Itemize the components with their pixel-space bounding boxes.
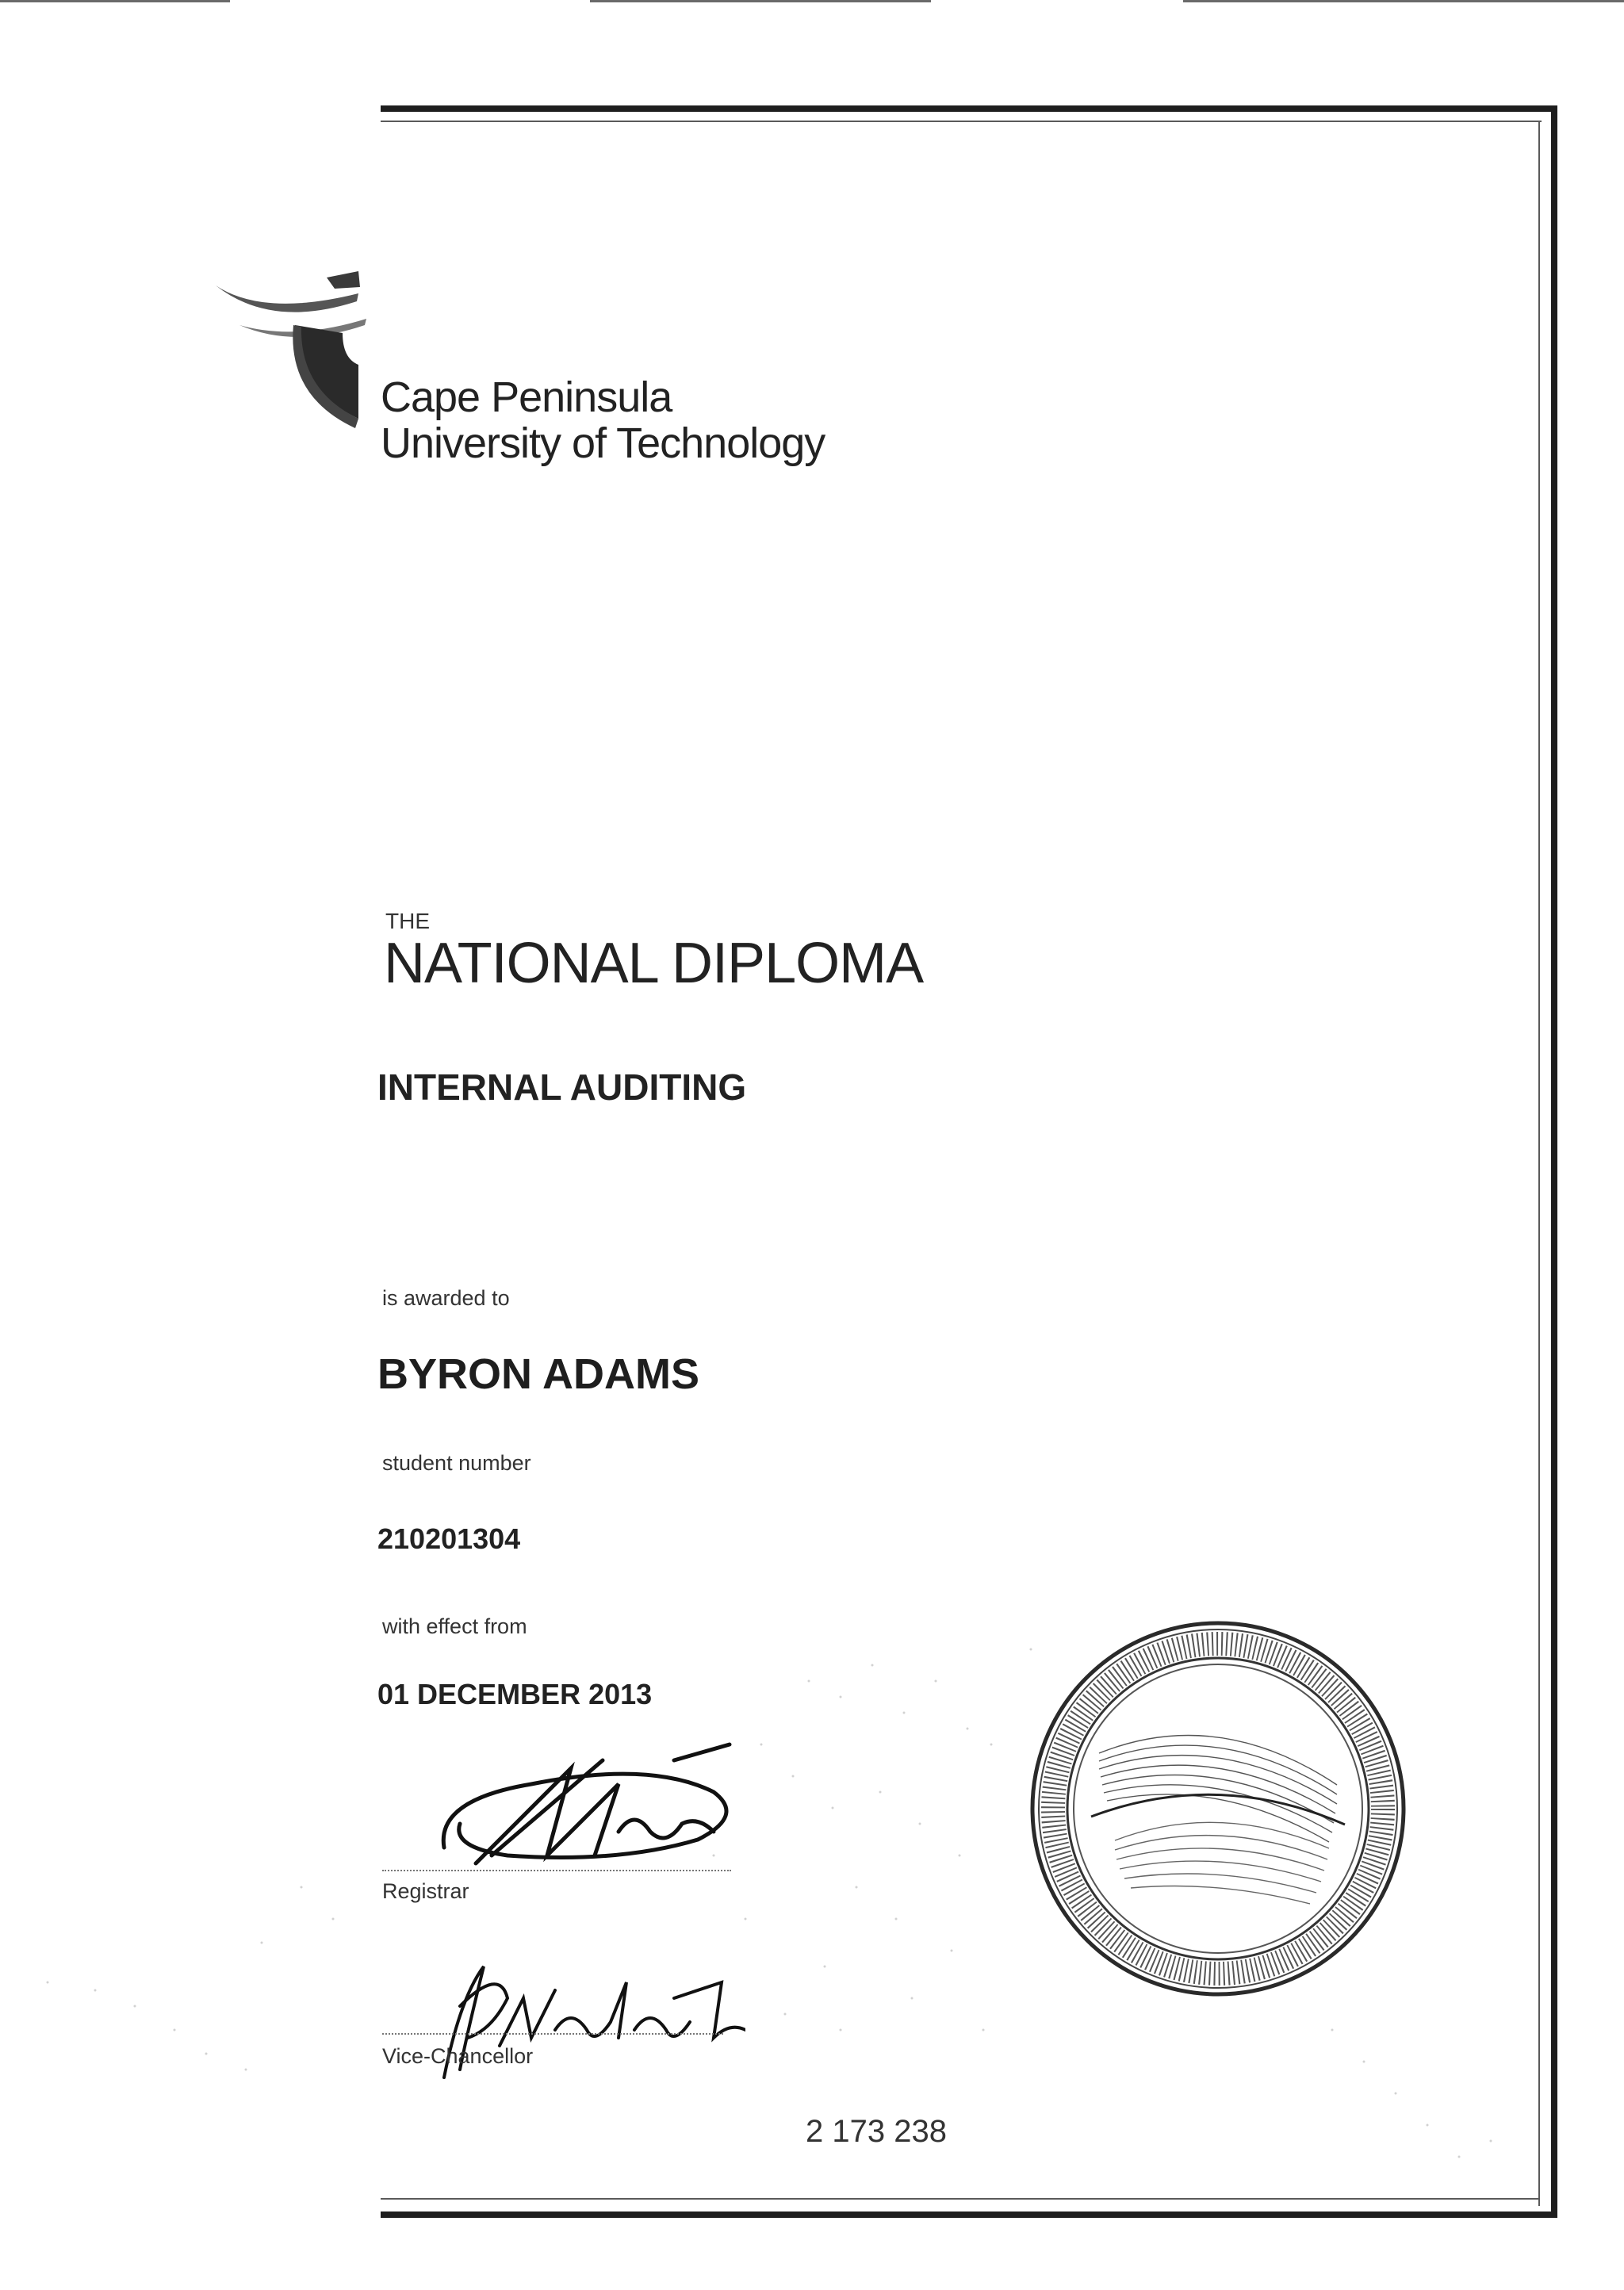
institution-name-line2: University of Technology xyxy=(381,419,825,467)
registrar-signature-line xyxy=(382,1870,731,1871)
qualification-subject: INTERNAL AUDITING xyxy=(377,1066,747,1108)
registrar-label: Registrar xyxy=(382,1879,469,1903)
recipient-name: BYRON ADAMS xyxy=(377,1350,700,1398)
vice-chancellor-signature-line xyxy=(382,2033,723,2035)
registrar-signature xyxy=(412,1737,761,1879)
student-number-label: student number xyxy=(382,1451,531,1475)
frame-top-inner-border xyxy=(381,121,1542,122)
qualification-prefix: THE xyxy=(385,909,430,933)
frame-top-border xyxy=(381,105,1557,112)
frame-right-inner-border xyxy=(1538,121,1540,2206)
awarded-label: is awarded to xyxy=(382,1286,510,1310)
effect-date-value: 01 DECEMBER 2013 xyxy=(377,1678,653,1710)
frame-right-border xyxy=(1551,105,1557,2218)
scan-edge-mark xyxy=(1183,0,1624,2)
institution-name-line1: Cape Peninsula xyxy=(381,373,672,421)
student-number-value: 210201304 xyxy=(377,1522,521,1555)
frame-bottom-inner-border xyxy=(381,2198,1540,2200)
scan-edge-mark xyxy=(0,0,230,2)
scan-edge-mark xyxy=(590,0,931,2)
qualification-title: NATIONAL DIPLOMA xyxy=(384,932,924,995)
university-seal-icon xyxy=(1028,1618,1408,1999)
cput-logo-icon xyxy=(208,270,366,436)
vice-chancellor-label: Vice-Chancellor xyxy=(382,2044,534,2068)
certificate-number: 2 173 238 xyxy=(806,2114,947,2149)
institution-name xyxy=(381,374,825,466)
frame-bottom-border xyxy=(381,2211,1557,2218)
effect-date-label: with effect from xyxy=(382,1614,527,1638)
